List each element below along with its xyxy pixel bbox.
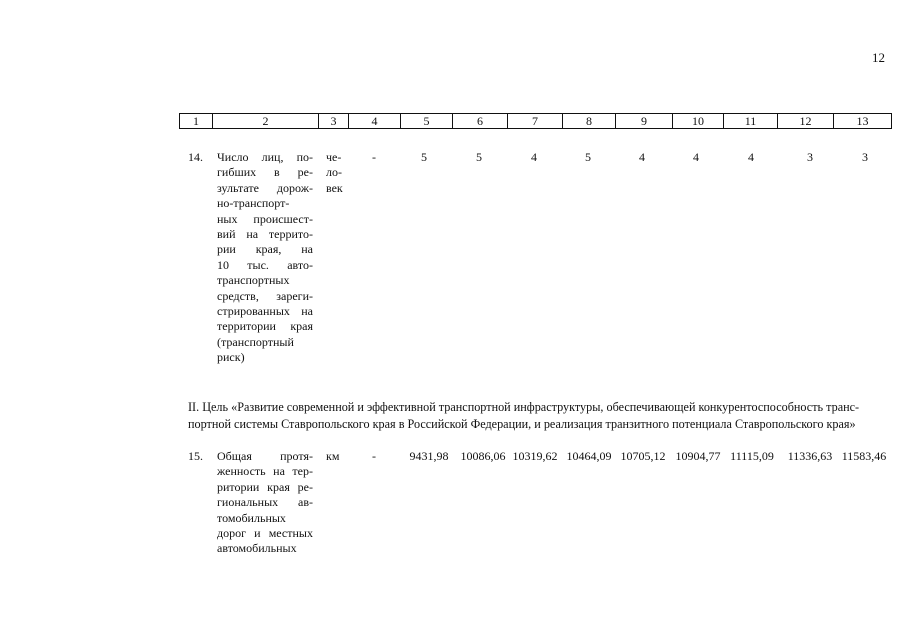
row-14-value: 4 — [748, 150, 754, 164]
description-line: вий на террито- — [217, 227, 313, 242]
description-line: средств, зареги- — [217, 288, 313, 303]
column-header: 11 — [724, 114, 778, 129]
row-15-value: 11336,63 — [787, 449, 833, 463]
description-line: 10 тыс. авто- — [217, 257, 313, 272]
row-14-number: 14. — [188, 150, 203, 164]
column-header-row — [179, 113, 892, 129]
column-header: 13 — [834, 114, 892, 129]
description-line: гиональных ав- — [217, 495, 313, 510]
column-header: 9 — [616, 114, 673, 129]
description-line: томобильных — [217, 510, 286, 525]
row-14-col4: - — [372, 150, 376, 164]
column-header: 3 — [319, 114, 349, 129]
row-14-unit — [326, 150, 343, 196]
column-header: 7 — [508, 114, 563, 129]
description-line: женность на тер- — [217, 464, 313, 479]
row-15-value: 11583,46 — [841, 449, 887, 463]
unit-line: век — [326, 180, 343, 195]
row-14-value: 5 — [585, 150, 591, 164]
description-line: рии края, на — [217, 242, 313, 257]
row-15-value: 10705,12 — [620, 449, 666, 463]
row-15-value: 10086,06 — [460, 449, 506, 463]
column-header: 4 — [349, 114, 401, 129]
column-header: 2 — [213, 114, 319, 129]
row-15-value: 10904,77 — [675, 449, 721, 463]
row-15-number: 15. — [188, 449, 203, 463]
description-line: Общая протя- — [217, 449, 313, 463]
unit-line: че- — [326, 150, 342, 164]
row-14-value: 3 — [807, 150, 813, 164]
description-line: территории края — [217, 319, 313, 334]
description-line: стрированных на — [217, 304, 313, 319]
row-14-value: 3 — [862, 150, 868, 164]
column-header: 10 — [673, 114, 724, 129]
column-header: 6 — [453, 114, 508, 129]
row-14-value: 5 — [421, 150, 427, 164]
row-15-unit: км — [326, 449, 340, 463]
description-line: (транспортный — [217, 334, 294, 349]
unit-line: ло- — [326, 165, 342, 180]
section-heading-line: портной системы Ставропольского края в Российской Федерации, и реализация транзитного потенциала Ставропольского края» — [188, 417, 856, 431]
row-14-value: 5 — [476, 150, 482, 164]
description-line: ных происшест- — [217, 211, 313, 226]
description-line: транспортных — [217, 273, 290, 288]
row-15-value: 10319,62 — [512, 449, 558, 463]
row-14-value: 4 — [639, 150, 645, 164]
description-line: риск) — [217, 350, 245, 365]
row-14-value: 4 — [693, 150, 699, 164]
column-header: 1 — [180, 114, 213, 129]
column-header: 12 — [778, 114, 834, 129]
description-line: зультате дорож- — [217, 180, 313, 195]
description-line: ритории края ре- — [217, 479, 313, 494]
row-15-col4: - — [372, 449, 376, 463]
description-line: но-транспорт- — [217, 196, 290, 211]
description-line: гибших в ре- — [217, 165, 313, 180]
column-header: 5 — [401, 114, 453, 129]
row-14-value: 4 — [531, 150, 537, 164]
section-heading — [188, 399, 888, 433]
row-15-description — [217, 449, 313, 557]
section-heading-line: II. Цель «Развитие современной и эффективной транспортной инфраструктуры, обеспечивающей конкурентоспособность транс- — [188, 400, 860, 414]
description-line: дорог и местных — [217, 526, 313, 541]
description-line: автомобильных — [217, 541, 297, 556]
row-14-description — [217, 150, 313, 366]
row-15-value: 10464,09 — [566, 449, 612, 463]
column-header: 8 — [563, 114, 616, 129]
row-15-value: 11115,09 — [730, 449, 774, 463]
page-number: 12 — [872, 50, 885, 65]
row-15-value: 9431,98 — [409, 449, 449, 463]
description-line: Число лиц, по- — [217, 150, 313, 164]
